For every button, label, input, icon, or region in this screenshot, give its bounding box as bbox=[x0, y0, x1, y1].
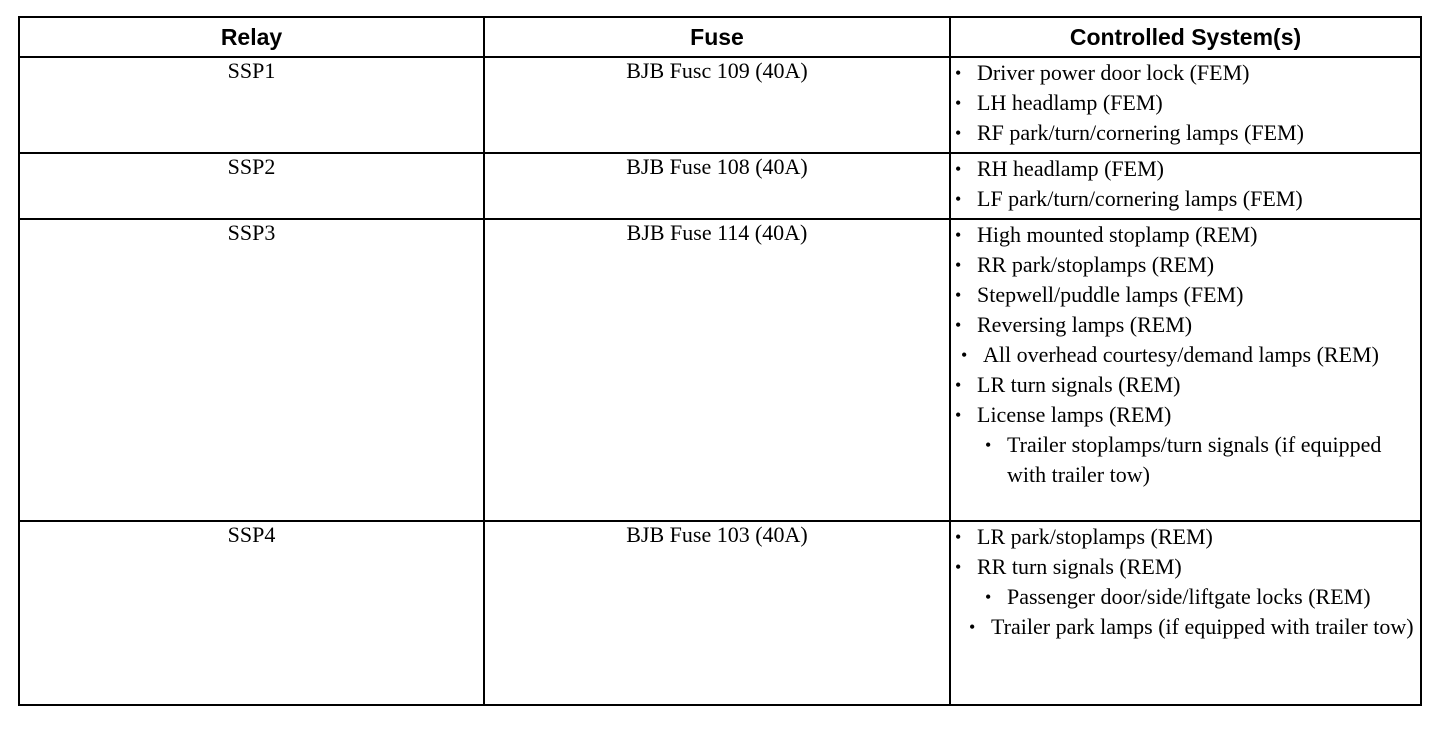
systems-cell bbox=[950, 153, 1421, 219]
header-relay: Relay bbox=[19, 17, 484, 57]
relay-cell: SSP3 bbox=[19, 219, 484, 521]
header-controlled-systems: Controlled System(s) bbox=[950, 17, 1421, 57]
list-item: • RH headlamp (FEM) bbox=[951, 154, 1420, 184]
list-item: • RF park/turn/cornering lamps (FEM) bbox=[951, 118, 1420, 148]
systems-list bbox=[951, 58, 1420, 148]
list-item: • Stepwell/puddle lamps (FEM) bbox=[951, 280, 1420, 310]
header-fuse: Fuse bbox=[484, 17, 950, 57]
systems-list bbox=[951, 220, 1420, 490]
systems-list bbox=[951, 154, 1420, 214]
list-item: • Trailer stoplamps/turn signals (if equipped with trailer tow) bbox=[981, 430, 1420, 490]
systems-cell bbox=[950, 521, 1421, 705]
relay-fuse-table bbox=[18, 16, 1422, 706]
relay-cell: SSP4 bbox=[19, 521, 484, 705]
header-row bbox=[19, 17, 1421, 57]
fuse-cell: BJB Fuse 114 (40A) bbox=[484, 219, 950, 521]
systems-cell bbox=[950, 219, 1421, 521]
list-item: • License lamps (REM) bbox=[951, 400, 1420, 430]
table-row bbox=[19, 219, 1421, 521]
list-item: • LR park/stoplamps (REM) bbox=[951, 522, 1420, 552]
list-item: • Passenger door/side/liftgate locks (REM) bbox=[981, 582, 1420, 612]
list-item: • Reversing lamps (REM) bbox=[951, 310, 1420, 340]
systems-cell bbox=[950, 57, 1421, 153]
list-item: • LH headlamp (FEM) bbox=[951, 88, 1420, 118]
list-item: • LR turn signals (REM) bbox=[951, 370, 1420, 400]
fuse-cell: BJB Fuse 103 (40A) bbox=[484, 521, 950, 705]
relay-cell: SSP1 bbox=[19, 57, 484, 153]
list-item: • RR turn signals (REM) bbox=[951, 552, 1420, 582]
table-row bbox=[19, 57, 1421, 153]
table-row bbox=[19, 153, 1421, 219]
list-item: • Driver power door lock (FEM) bbox=[951, 58, 1420, 88]
fuse-cell: BJB Fusc 109 (40A) bbox=[484, 57, 950, 153]
fuse-cell: BJB Fuse 108 (40A) bbox=[484, 153, 950, 219]
relay-cell: SSP2 bbox=[19, 153, 484, 219]
table-row bbox=[19, 521, 1421, 705]
list-item: • All overhead courtesy/demand lamps (REM) bbox=[957, 340, 1420, 370]
list-item: • RR park/stoplamps (REM) bbox=[951, 250, 1420, 280]
list-item: • LF park/turn/cornering lamps (FEM) bbox=[951, 184, 1420, 214]
systems-list bbox=[951, 522, 1420, 642]
list-item: • High mounted stoplamp (REM) bbox=[951, 220, 1420, 250]
list-item: • Trailer park lamps (if equipped with trailer tow) bbox=[965, 612, 1420, 642]
